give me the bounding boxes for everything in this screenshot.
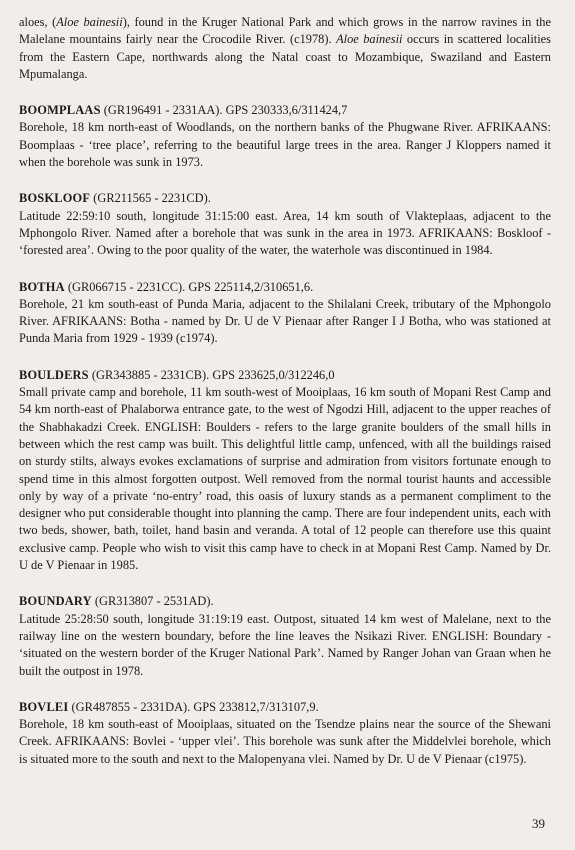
entry-body: Latitude 25:28:50 south, longitude 31:19:19 east. Outpost, situated 14 km west of Malelane, next to the railway line on the western boundary, before the line leaves the Nsikazi River. ENGLISH: Boundary - ‘situated on the western border of the Kruger National Park’. Named by Ranger Johan van Graan when he built the outpost in 1978. [19,611,551,678]
page-number: 39 [532,816,545,831]
entry-term: BOSKLOOF [19,191,91,206]
entry-term: BOTHA [19,279,65,294]
entry-boundary [19,593,551,679]
entry-bovlei [19,699,551,768]
entry-reference: (GR196491 - 2331AA). GPS 230333,6/311424,7 [100,103,348,118]
entry-heading [19,367,551,384]
entry-body: Borehole, 18 km south-east of Mooiplaas, situated on the Tsendze plains near the source of the Shewani Creek. AFRIKAANS: Bovlei - ‘upper vlei’. This borehole was sunk after the Middelvlei borehole, which is situated more to the south and next to the Malopenyana vlei. Named by Dr. U de V Pienaar (c1975). [19,717,551,766]
entry-reference: (GR487855 - 2331DA). GPS 233812,7/313107,9. [68,699,319,714]
entry-reference: (GR211565 - 2231CD). [90,191,211,206]
entry-term: BOUNDARY [19,594,92,609]
entry-body: Borehole, 18 km north-east of Woodlands, on the northern banks of the Phugwane River. AFRIKAANS: Boomplaas - ‘tree place’, referring to the beautiful large trees in the area. Ranger J Kloppers named it when the borehole was sunk in 1973. [19,120,551,170]
entry-body: Small private camp and borehole, 11 km south-west of Mooiplaas, 16 km south of Mopani Rest Camp and 54 km north-east of Phalaborwa entrance gate, to the west of Ngodzi Hill, adjacent to the upper reaches of the Shabhakadzi Creek. ENGLISH: Boulders - refers to the large granite boulders of the small hills in between which the rest camp was built. This delightful little camp, unfenced, with all the buildings raised on sturdy stilts, always evokes exclamations of surprise and admiration from visitors fortunate enough to spend time in this almost forgotten outpost. Well removed from the normal tourist haunts and accessible only by way of a private ‘no-entry’ road, this oasis of luxury stands as a permanent compliment to the designer who put considerable thought into planning the camp. There are four independent units, each with two beds, shower, bath, toilet, hand basin and veranda. A total of 12 people can therefore use this quaint exclusive camp. People who wish to visit this camp have to check in at Mopani Rest Camp. Named by Dr. U de V Pienaar in 1985. [19,385,551,573]
entry-heading [19,593,551,610]
entry-heading [19,699,551,716]
entry-body: Latitude 22:59:10 south, longitude 31:15:00 east. Area, 14 km south of Vlakteplaas, adjacent to the Mphongolo River. Named after a borehole that was sunk in the area in 1973. AFRIKAANS: Boskloof - ‘forested area’. Owing to the poor quality of the water, the waterhole was discontinued in 1984. [19,208,551,258]
entry-body: Borehole, 21 km south-east of Punda Maria, adjacent to the Shilalani Creek, tributary of the Mphongolo River. AFRIKAANS: Botha - named by Dr. U de V Pienaar after Ranger I J Botha, who was stationed at Punda Maria from 1929 - 1939 (c1974). [19,296,551,346]
intro-text-2: ), found in the Kruger National Park and which grows in the narrow ravines in the Malelane mountains fairly near the Crocodile River. (c1978). [19,15,551,47]
entry-reference: (GR313807 - 2531AD). [91,594,214,609]
intro-text-3: occurs in scattered localities from the Eastern Cape, northwards along the Natal coast to Mozambique, Swaziland and Eastern Mpumalanga. [19,32,552,81]
entry-reference: (GR343885 - 2331CB). GPS 233625,0/312246,0 [88,367,335,382]
intro-italic-species-1: Aloe bainesii [56,15,123,29]
entry-boskloof [19,190,551,259]
intro-paragraph [19,14,551,83]
entry-boomplaas [19,102,551,171]
entry-term: BOOMPLAAS [19,103,101,118]
entry-heading [19,102,551,119]
entry-boulders [19,367,551,575]
entry-term: BOULDERS [19,367,89,382]
intro-italic-species-2: Aloe bainesii [336,32,403,47]
entry-reference: (GR066715 - 2231CC). GPS 225114,2/310651,6. [64,279,314,294]
entry-term: BOVLEI [19,699,69,714]
entry-heading [19,279,551,296]
entry-heading [19,190,551,207]
intro-text-1: aloes, ( [19,15,57,29]
entry-botha [19,279,551,348]
